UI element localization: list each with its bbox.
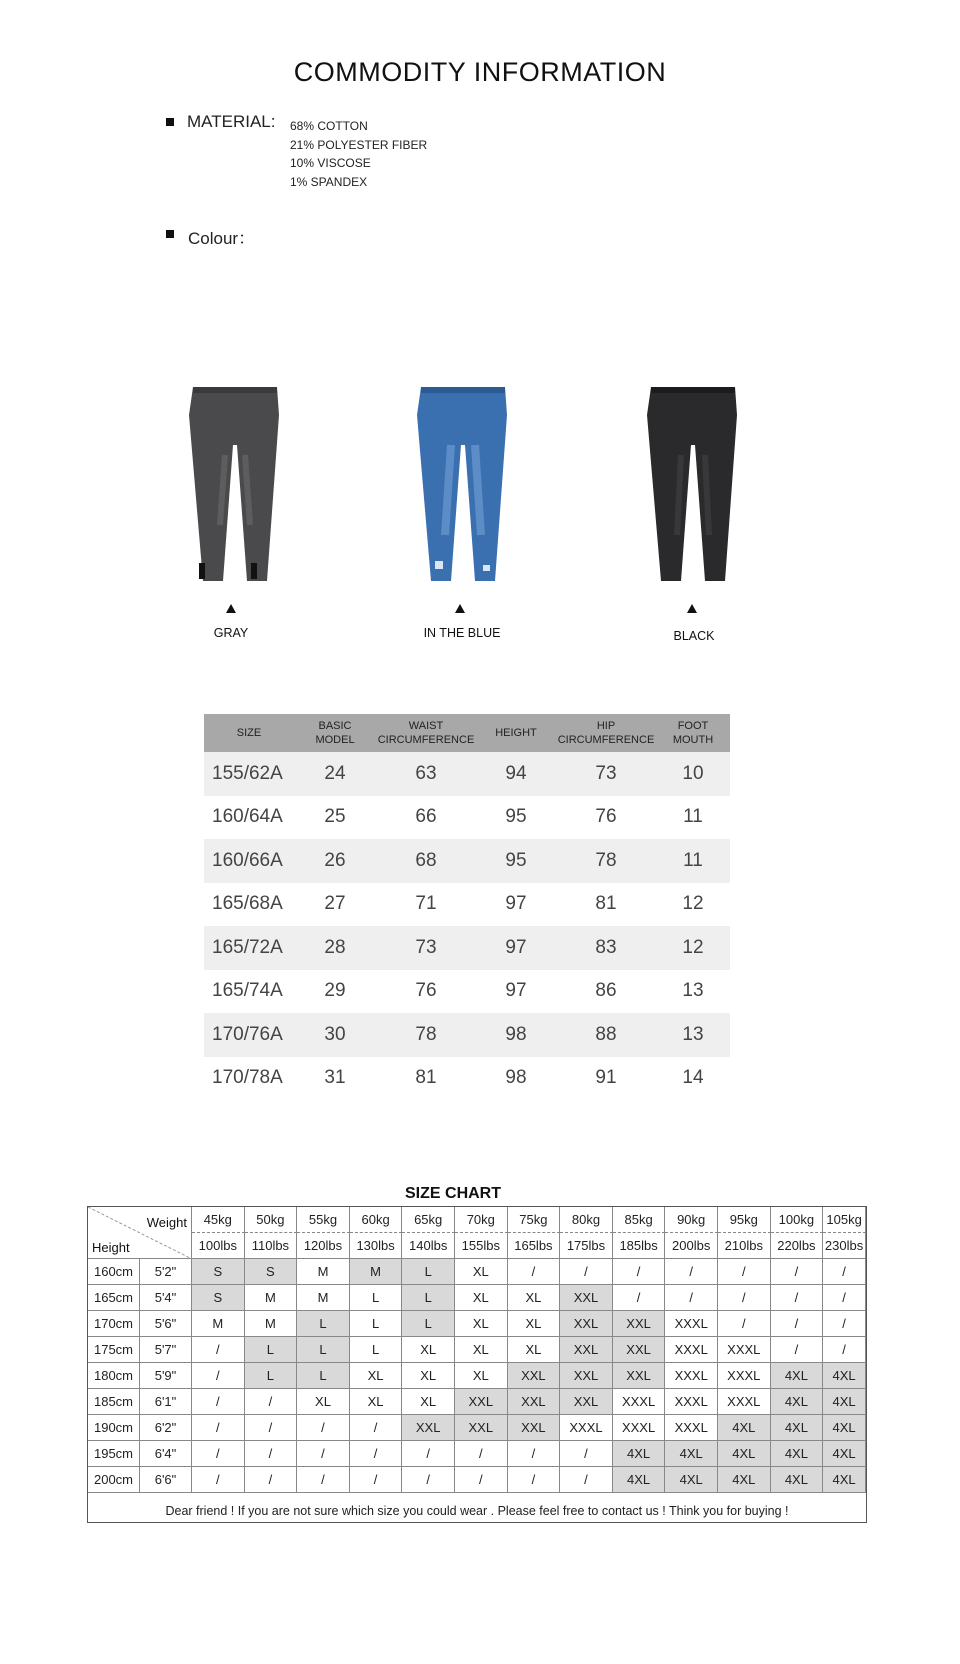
size-cell: XL: [350, 1363, 403, 1389]
size-table-cell: 28: [324, 936, 346, 958]
size-table-header-cell: HEIGHT: [495, 727, 537, 739]
size-cell: /: [455, 1441, 508, 1467]
size-cell: XL: [455, 1337, 508, 1363]
size-cell: XXL: [508, 1363, 561, 1389]
size-table-cell: 165/74A: [212, 980, 283, 1002]
size-cell: 4XL: [823, 1467, 866, 1493]
weight-kg-cell: 95kg: [718, 1207, 771, 1233]
size-cell: L: [402, 1311, 455, 1337]
size-cell: M: [245, 1311, 298, 1337]
size-cell: 4XL: [613, 1441, 666, 1467]
size-cell: XL: [508, 1285, 561, 1311]
size-table-row: [204, 883, 730, 927]
weight-kg-cell: 90kg: [665, 1207, 718, 1233]
size-chart-note: Dear friend ! If you are not sure which size you could wear . Please feel free to contact us ! Think you for buying !: [165, 1504, 789, 1518]
size-cell: M: [297, 1259, 350, 1285]
size-cell: XL: [402, 1337, 455, 1363]
size-cell: XL: [402, 1363, 455, 1389]
black-jeans-image: [643, 385, 743, 585]
size-cell: XXL: [613, 1311, 666, 1337]
material-label: MATERIAL:: [187, 112, 276, 131]
size-table-cell: 78: [415, 1023, 437, 1045]
size-cell: /: [245, 1415, 298, 1441]
size-table-cell: 97: [505, 936, 527, 958]
colour-label: Colour：: [188, 229, 256, 248]
size-cell: XXL: [613, 1363, 666, 1389]
size-cell: L: [402, 1285, 455, 1311]
page-title: COMMODITY INFORMATION: [293, 57, 667, 87]
size-table-cell: 10: [682, 762, 704, 784]
size-cell: /: [613, 1285, 666, 1311]
size-cell: 4XL: [718, 1441, 771, 1467]
size-cell: XL: [455, 1311, 508, 1337]
height-ft-cell: 6'1": [140, 1389, 192, 1415]
size-cell: /: [823, 1285, 866, 1311]
size-table-cell: 155/62A: [212, 762, 283, 784]
size-cell: XXXL: [665, 1337, 718, 1363]
size-table-cell: 14: [682, 1067, 704, 1089]
weight-lbs-cell: 110lbs: [245, 1233, 298, 1259]
size-cell: 4XL: [771, 1441, 824, 1467]
size-table-cell: 97: [505, 893, 527, 915]
height-cm-cell: 195cm: [88, 1441, 140, 1467]
material-item: 1% SPANDEX: [290, 174, 368, 189]
size-table-row: [204, 796, 730, 840]
size-cell: /: [823, 1311, 866, 1337]
height-cm-cell: 170cm: [88, 1311, 140, 1337]
size-cell: XXL: [560, 1285, 613, 1311]
material-item: 68% COTTON: [290, 119, 368, 133]
size-cell: 4XL: [771, 1363, 824, 1389]
size-cell: 4XL: [771, 1467, 824, 1493]
size-cell: M: [297, 1285, 350, 1311]
size-table-cell: 12: [682, 893, 704, 915]
size-cell: XL: [455, 1363, 508, 1389]
size-cell: L: [297, 1311, 350, 1337]
size-cell: L: [350, 1337, 403, 1363]
size-table-cell: 160/66A: [212, 849, 283, 871]
height-ft-cell: 5'2": [140, 1259, 192, 1285]
size-table-row: [204, 926, 730, 970]
size-cell: L: [245, 1337, 298, 1363]
size-cell: 4XL: [665, 1467, 718, 1493]
size-table-cell: 94: [505, 762, 527, 784]
height-cm-cell: 185cm: [88, 1389, 140, 1415]
height-label: Height: [92, 1240, 130, 1255]
weight-kg-cell: 55kg: [297, 1207, 350, 1233]
size-cell: XXL: [455, 1389, 508, 1415]
size-table-row: [204, 839, 730, 883]
size-table-cell: 76: [595, 806, 617, 828]
size-cell: M: [192, 1311, 245, 1337]
height-cm-cell: 190cm: [88, 1415, 140, 1441]
size-cell: /: [192, 1389, 245, 1415]
size-table-header-cell: SIZE: [236, 727, 262, 739]
size-cell: /: [508, 1259, 561, 1285]
size-table: [204, 714, 730, 1100]
size-cell: XL: [455, 1285, 508, 1311]
height-ft-cell: 6'6": [140, 1467, 192, 1493]
weight-lbs-cell: 185lbs: [613, 1233, 666, 1259]
size-cell: 4XL: [823, 1389, 866, 1415]
size-cell: XL: [402, 1389, 455, 1415]
weight-kg-cell: 80kg: [560, 1207, 613, 1233]
size-cell: /: [245, 1467, 298, 1493]
size-table-cell: 86: [595, 980, 617, 1002]
size-cell: /: [297, 1467, 350, 1493]
size-cell: /: [350, 1467, 403, 1493]
size-cell: /: [350, 1441, 403, 1467]
size-cell: XXL: [455, 1415, 508, 1441]
size-cell: XXL: [560, 1337, 613, 1363]
height-cm-cell: 175cm: [88, 1337, 140, 1363]
size-table-cell: 83: [595, 936, 617, 958]
size-cell: /: [192, 1337, 245, 1363]
weight-kg-cell: 45kg: [192, 1207, 245, 1233]
size-chart-corner: [88, 1207, 192, 1259]
size-table-cell: 73: [415, 936, 437, 958]
size-cell: XXL: [508, 1415, 561, 1441]
weight-kg-cell: 100kg: [771, 1207, 824, 1233]
size-table-cell: 160/64A: [212, 806, 283, 828]
weight-lbs-cell: 155lbs: [455, 1233, 508, 1259]
size-cell: XL: [350, 1389, 403, 1415]
colour-name-black: BLACK: [673, 629, 715, 643]
size-table-cell: 76: [415, 980, 437, 1002]
gray-arrow-icon: [226, 604, 236, 613]
size-cell: 4XL: [718, 1467, 771, 1493]
size-cell: /: [350, 1415, 403, 1441]
size-cell: XL: [508, 1337, 561, 1363]
weight-lbs-cell: 130lbs: [350, 1233, 403, 1259]
size-table-cell: 13: [682, 1023, 704, 1045]
size-cell: L: [245, 1363, 298, 1389]
size-cell: /: [823, 1259, 866, 1285]
blue-jeans-image: [413, 385, 513, 585]
size-table-cell: 25: [324, 806, 346, 828]
size-table-cell: 165/68A: [212, 893, 283, 915]
material-bullet: [166, 118, 174, 126]
material-item: 10% VISCOSE: [290, 156, 371, 170]
height-ft-cell: 5'4": [140, 1285, 192, 1311]
height-cm-cell: 160cm: [88, 1259, 140, 1285]
size-table-header-cell: HIP CIRCUMFERENCE: [557, 720, 655, 746]
size-cell: /: [245, 1441, 298, 1467]
size-cell: 4XL: [665, 1441, 718, 1467]
size-cell: XL: [508, 1311, 561, 1337]
size-table-cell: 66: [415, 806, 437, 828]
size-table-cell: 27: [324, 893, 346, 915]
size-chart-title: SIZE CHART: [405, 1185, 501, 1202]
size-chart: [87, 1206, 867, 1523]
weight-kg-cell: 50kg: [245, 1207, 298, 1233]
size-cell: XXXL: [665, 1389, 718, 1415]
weight-lbs-cell: 210lbs: [718, 1233, 771, 1259]
size-cell: XXXL: [718, 1389, 771, 1415]
size-table-cell: 24: [324, 762, 346, 784]
size-table-cell: 30: [324, 1023, 346, 1045]
size-table-cell: 78: [595, 849, 617, 871]
size-cell: /: [192, 1415, 245, 1441]
size-table-header: [204, 714, 730, 752]
size-table-row: [204, 970, 730, 1014]
size-table-cell: 98: [505, 1023, 527, 1045]
size-table-cell: 71: [415, 893, 437, 915]
weight-lbs-cell: 140lbs: [402, 1233, 455, 1259]
height-ft-cell: 6'2": [140, 1415, 192, 1441]
weight-lbs-cell: 120lbs: [297, 1233, 350, 1259]
size-cell: 4XL: [823, 1441, 866, 1467]
size-cell: XXXL: [665, 1363, 718, 1389]
size-cell: /: [192, 1363, 245, 1389]
weight-kg-cell: 65kg: [402, 1207, 455, 1233]
size-cell: 4XL: [718, 1415, 771, 1441]
height-cm-cell: 165cm: [88, 1285, 140, 1311]
size-table-cell: 91: [595, 1067, 617, 1089]
size-table-cell: 95: [505, 849, 527, 871]
size-cell: /: [508, 1467, 561, 1493]
size-cell: /: [297, 1415, 350, 1441]
size-cell: XXXL: [665, 1415, 718, 1441]
material-list: [290, 117, 427, 191]
size-cell: /: [402, 1441, 455, 1467]
weight-lbs-cell: 100lbs: [192, 1233, 245, 1259]
size-table-cell: 81: [415, 1067, 437, 1089]
weight-kg-cell: 60kg: [350, 1207, 403, 1233]
size-cell: /: [508, 1441, 561, 1467]
weight-kg-cell: 85kg: [613, 1207, 666, 1233]
size-cell: /: [560, 1441, 613, 1467]
height-cm-cell: 200cm: [88, 1467, 140, 1493]
height-ft-cell: 6'4": [140, 1441, 192, 1467]
size-cell: /: [771, 1337, 824, 1363]
size-table-cell: 98: [505, 1067, 527, 1089]
size-cell: /: [192, 1441, 245, 1467]
height-cm-cell: 180cm: [88, 1363, 140, 1389]
size-table-cell: 12: [682, 936, 704, 958]
size-table-header-cell: WAIST CIRCUMFERENCE: [377, 720, 475, 746]
size-cell: L: [402, 1259, 455, 1285]
size-cell: L: [297, 1337, 350, 1363]
size-cell: XXXL: [560, 1415, 613, 1441]
size-cell: XXXL: [613, 1389, 666, 1415]
size-table-cell: 63: [415, 762, 437, 784]
size-cell: /: [718, 1311, 771, 1337]
size-table-header-cell: BASIC MODEL: [315, 720, 355, 746]
size-table-cell: 29: [324, 980, 346, 1002]
size-table-cell: 11: [683, 849, 703, 871]
size-cell: XXXL: [718, 1337, 771, 1363]
size-cell: M: [350, 1259, 403, 1285]
size-cell: 4XL: [613, 1467, 666, 1493]
weight-kg-cell: 70kg: [455, 1207, 508, 1233]
material-item: 21% POLYESTER FIBER: [290, 137, 428, 152]
size-table-cell: 88: [595, 1023, 617, 1045]
colour-name-gray: GRAY: [213, 626, 249, 640]
size-table-cell: 170/78A: [212, 1067, 283, 1089]
size-cell: L: [297, 1363, 350, 1389]
size-cell: XXXL: [665, 1311, 718, 1337]
size-cell: /: [192, 1467, 245, 1493]
size-table-cell: 11: [683, 806, 703, 828]
size-cell: S: [245, 1259, 298, 1285]
weight-lbs-cell: 165lbs: [508, 1233, 561, 1259]
size-table-cell: 73: [595, 762, 617, 784]
gray-jeans-image: [185, 385, 285, 585]
colour-bullet: [166, 230, 174, 238]
size-cell: /: [245, 1389, 298, 1415]
size-cell: /: [771, 1259, 824, 1285]
size-cell: 4XL: [771, 1389, 824, 1415]
weight-lbs-cell: 220lbs: [771, 1233, 824, 1259]
size-cell: XXL: [560, 1389, 613, 1415]
size-cell: /: [718, 1259, 771, 1285]
size-table-cell: 68: [415, 849, 437, 871]
size-table-row: [204, 752, 730, 796]
weight-label: Weight: [146, 1215, 187, 1230]
weight-lbs-cell: 200lbs: [665, 1233, 718, 1259]
size-cell: /: [560, 1467, 613, 1493]
size-table-row: [204, 1057, 730, 1101]
size-cell: XL: [297, 1389, 350, 1415]
size-cell: 4XL: [823, 1415, 866, 1441]
blue-arrow-icon: [455, 604, 465, 613]
size-cell: /: [402, 1467, 455, 1493]
size-table-cell: 170/76A: [212, 1023, 283, 1045]
size-cell: XXL: [560, 1311, 613, 1337]
size-cell: L: [350, 1285, 403, 1311]
size-cell: /: [455, 1467, 508, 1493]
height-ft-cell: 5'9": [140, 1363, 192, 1389]
height-ft-cell: 5'6": [140, 1311, 192, 1337]
size-cell: S: [192, 1285, 245, 1311]
size-cell: /: [613, 1259, 666, 1285]
size-cell: M: [245, 1285, 298, 1311]
size-table-row: [204, 1013, 730, 1057]
size-table-cell: 31: [324, 1067, 346, 1089]
size-cell: XXXL: [718, 1363, 771, 1389]
size-table-cell: 95: [505, 806, 527, 828]
size-table-cell: 97: [505, 980, 527, 1002]
colour-name-blue: IN THE BLUE: [423, 626, 501, 640]
size-cell: XXL: [402, 1415, 455, 1441]
size-table-cell: 165/72A: [212, 936, 283, 958]
size-cell: XXL: [613, 1337, 666, 1363]
size-cell: XXL: [560, 1363, 613, 1389]
size-cell: /: [771, 1311, 824, 1337]
size-cell: /: [718, 1285, 771, 1311]
size-table-header-cell: FOOT MOUTH: [672, 720, 714, 746]
weight-lbs-cell: 230lbs: [823, 1233, 866, 1259]
size-table-cell: 13: [682, 980, 704, 1002]
size-cell: /: [823, 1337, 866, 1363]
size-cell: /: [297, 1441, 350, 1467]
size-table-cell: 81: [595, 893, 617, 915]
size-cell: XL: [455, 1259, 508, 1285]
weight-lbs-cell: 175lbs: [560, 1233, 613, 1259]
size-table-cell: 26: [324, 849, 346, 871]
black-arrow-icon: [687, 604, 697, 613]
size-cell: L: [350, 1311, 403, 1337]
size-cell: 4XL: [771, 1415, 824, 1441]
size-cell: /: [771, 1285, 824, 1311]
size-cell: S: [192, 1259, 245, 1285]
size-cell: /: [560, 1259, 613, 1285]
weight-kg-cell: 105kg: [823, 1207, 866, 1233]
size-cell: XXXL: [613, 1415, 666, 1441]
weight-kg-cell: 75kg: [508, 1207, 561, 1233]
size-cell: /: [665, 1259, 718, 1285]
height-ft-cell: 5'7": [140, 1337, 192, 1363]
size-cell: XXL: [508, 1389, 561, 1415]
size-cell: 4XL: [823, 1363, 866, 1389]
size-cell: /: [665, 1285, 718, 1311]
